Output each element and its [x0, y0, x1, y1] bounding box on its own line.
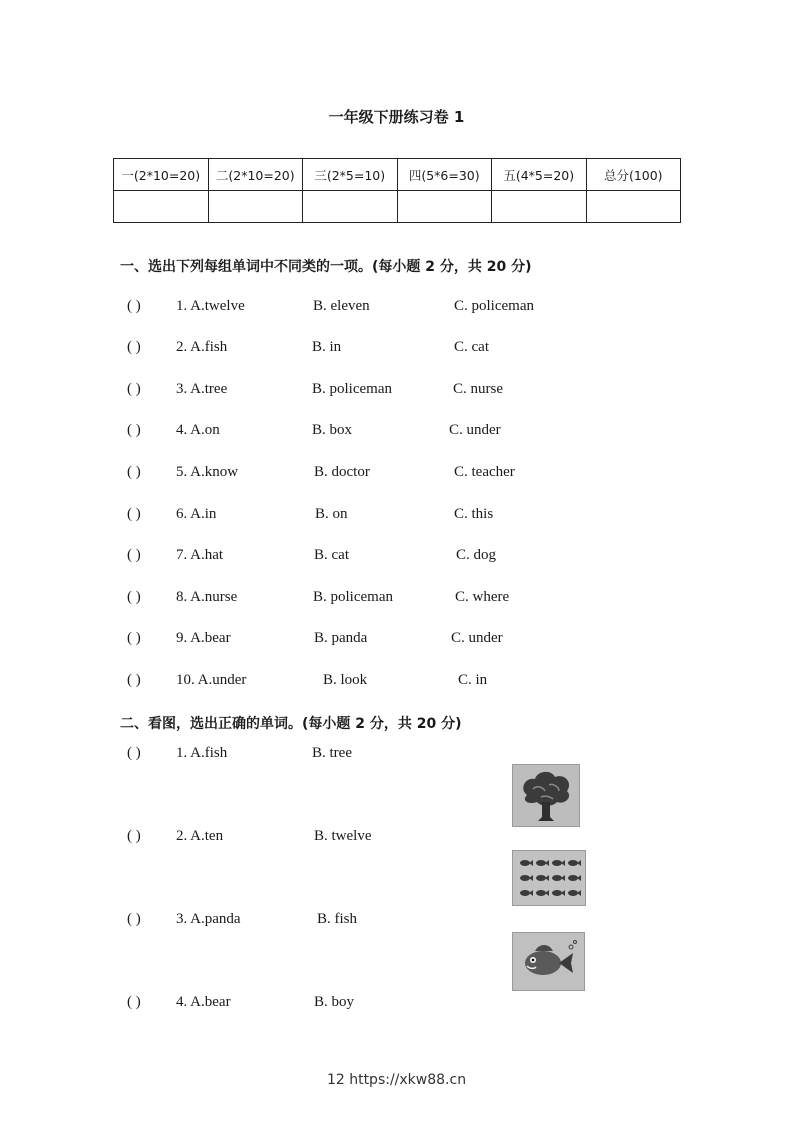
score-cell-1[interactable]	[114, 191, 209, 223]
answer-blank[interactable]: ( )	[127, 994, 141, 1010]
score-table	[113, 158, 681, 223]
question-row	[0, 422, 793, 444]
score-cell-total[interactable]	[586, 191, 681, 223]
question-row	[0, 745, 793, 767]
option-b: B. on	[315, 506, 348, 522]
page-footer: 12 https://xkw88.cn	[326, 1072, 467, 1088]
answer-blank[interactable]: ( )	[127, 911, 141, 927]
question-row	[0, 298, 793, 320]
score-cell-3[interactable]	[303, 191, 398, 223]
question-row	[0, 381, 793, 403]
answer-blank[interactable]: ( )	[127, 547, 141, 563]
answer-blank[interactable]: ( )	[127, 339, 141, 355]
option-b: B. panda	[314, 630, 368, 646]
answer-blank[interactable]: ( )	[127, 745, 141, 761]
page-title: 一年级下册练习卷 1	[328, 108, 465, 126]
answer-blank[interactable]: ( )	[127, 422, 141, 438]
question-row	[0, 672, 793, 694]
option-c: C. where	[455, 589, 510, 605]
option-a: 5. A.know	[176, 464, 239, 480]
option-a: 10. A.under	[176, 672, 247, 688]
answer-blank[interactable]: ( )	[127, 298, 141, 314]
option-a: 7. A.hat	[176, 547, 224, 563]
score-table-entry-row	[114, 191, 681, 223]
option-c: C. in	[458, 672, 488, 688]
option-b: B. in	[312, 339, 342, 355]
score-header-1: 一(2*10=20)	[114, 159, 209, 191]
question-row	[0, 589, 793, 611]
question-row	[0, 994, 793, 1016]
section2-heading: 二、看图，选出正确的单词。(每小题 2 分，共 20 分)	[120, 716, 462, 732]
option-a: 2. A.fish	[176, 339, 228, 355]
question-row	[0, 911, 793, 933]
option-b: B. twelve	[314, 828, 372, 844]
option-a: 1. A.twelve	[176, 298, 245, 314]
question-row	[0, 828, 793, 850]
option-c: C. policeman	[454, 298, 534, 314]
option-a: 8. A.nurse	[176, 589, 238, 605]
score-header-3: 三(2*5=10)	[303, 159, 398, 191]
option-c: C. this	[454, 506, 494, 522]
option-b: B. policeman	[313, 589, 393, 605]
question-row	[0, 464, 793, 486]
tree-icon	[513, 765, 579, 826]
option-a: 2. A.ten	[176, 828, 224, 844]
option-b: B. doctor	[314, 464, 370, 480]
section1-heading: 一、选出下列每组单词中不同类的一项。(每小题 2 分，共 20 分)	[120, 259, 532, 275]
option-a: 4. A.bear	[176, 994, 231, 1010]
option-b: B. look	[323, 672, 368, 688]
tree-picture	[512, 764, 580, 827]
fish-icon	[513, 933, 584, 990]
answer-blank[interactable]: ( )	[127, 381, 141, 397]
option-c: C. nurse	[453, 381, 503, 397]
option-c: C. under	[451, 630, 503, 646]
option-b: B. box	[312, 422, 353, 438]
score-table-header-row	[114, 159, 681, 191]
answer-blank[interactable]: ( )	[127, 828, 141, 844]
twelve-fish-icon	[513, 851, 585, 905]
option-b: B. eleven	[313, 298, 370, 314]
score-header-4: 四(5*6=30)	[397, 159, 492, 191]
answer-blank[interactable]: ( )	[127, 672, 141, 688]
score-header-5: 五(4*5=20)	[492, 159, 587, 191]
answer-blank[interactable]: ( )	[127, 630, 141, 646]
option-a: 3. A.panda	[176, 911, 241, 927]
option-b: B. fish	[317, 911, 358, 927]
question-row	[0, 339, 793, 361]
option-b: B. tree	[312, 745, 352, 761]
option-a: 3. A.tree	[176, 381, 228, 397]
score-cell-5[interactable]	[492, 191, 587, 223]
answer-blank[interactable]: ( )	[127, 589, 141, 605]
option-b: B. cat	[314, 547, 349, 563]
option-c: C. teacher	[454, 464, 515, 480]
score-cell-2[interactable]	[208, 191, 303, 223]
option-a: 6. A.in	[176, 506, 217, 522]
option-c: C. under	[449, 422, 501, 438]
option-a: 4. A.on	[176, 422, 220, 438]
option-c: C. cat	[454, 339, 489, 355]
fish-picture	[512, 932, 585, 991]
option-b: B. boy	[314, 994, 355, 1010]
score-header-2: 二(2*10=20)	[208, 159, 303, 191]
option-b: B. policeman	[312, 381, 392, 397]
option-a: 1. A.fish	[176, 745, 228, 761]
option-a: 9. A.bear	[176, 630, 231, 646]
question-row	[0, 506, 793, 528]
question-row	[0, 630, 793, 652]
answer-blank[interactable]: ( )	[127, 506, 141, 522]
score-cell-4[interactable]	[397, 191, 492, 223]
score-header-total: 总分(100)	[586, 159, 681, 191]
answer-blank[interactable]: ( )	[127, 464, 141, 480]
twelve-fish-picture	[512, 850, 586, 906]
question-row	[0, 547, 793, 569]
option-c: C. dog	[456, 547, 497, 563]
